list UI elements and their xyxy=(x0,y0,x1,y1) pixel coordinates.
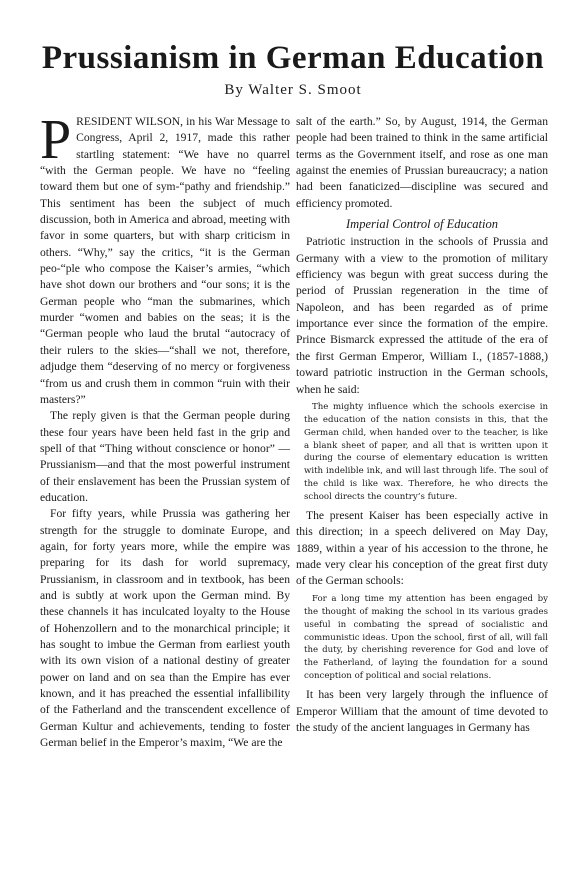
kaiser-quote xyxy=(296,593,548,683)
paragraph-1-text: RESIDENT WILSON, in his War Message to Congress, April 2, 1917, made this rather startling statement: “We have no quarrel “with the German people. We have no “feeling toward them but one of sym-“pathy and friendship.” This sentiment has been the subject of much discussion, both in America and abroad, meeting with favor in some quarters, but with sharp criticism in others. “Why,” say the critics, “it is the German peo-“ple who compose the Kaiser’s armies, “which have shot down our brothers and “our sons; it is the German people who “man the submarines, which murder “women and babies on the seas; it is the “German people who laud the brutal “autocracy of their rulers to the skies—“shall we not, therefore, adjudge them “deserving of no mercy or forgiveness “from us and crush them in common “ruin with their masters?” xyxy=(40,115,290,406)
paragraph-1 xyxy=(40,109,290,408)
left-column xyxy=(40,109,290,751)
article-byline: By Walter S. Smoot xyxy=(224,82,362,98)
paragraph-5: Patriotic instruction in the schools of Prussia and Germany with a view to the promotion of military efficiency was begun with great success during the period of Prussian regeneration in the time of Napoleon, and has been regarded as of prime importance ever since the formation of the empire. Prince Bismarck expressed the attitude of the era of the first German Emperor, William I., (1857-1888,) toward patriotic instruction in the German schools, when he said: xyxy=(296,235,548,396)
paragraph-6: The present Kaiser has been especially active in this direction; in a speech delivered on May Day, 1889, within a year of his accession to the throne, he made very clear his conception of the great first duty of the German schools: xyxy=(296,509,548,588)
paragraph-7: It has been very largely through the influence of Emperor William that the amount of time devoted to the study of the ancient languages in Germany has xyxy=(296,688,548,734)
paragraph-4: salt of the earth.” So, by August, 1914, the German people had been trained to think in the same artificial terms as the Government itself, and rose as one man against the enemies of Prussian bureaucracy; a nation had been fanaticized—discipline was secured and efficiency promoted. xyxy=(296,115,548,210)
drop-cap: P xyxy=(40,109,72,171)
kaiser-quote-text: For a long time my attention has been engaged by the thought of making the school in its various grades useful in combating the spread of socialistic and communistic ideas. Upon the school, first of all, will fall the duty, by cherishing reverence for God and love of the Fatherland, of laying the foundation for a sound conception of political and social relations. xyxy=(304,593,548,682)
paragraph-2: The reply given is that the German people during these four years have been held fast in the grip and spell of that “Thing without conscience or honor” —Prussianism—and that the most powerful instrument of their enslavement has been the Prussian system of education. xyxy=(40,409,290,504)
article-title: Prussianism in German Education xyxy=(41,40,545,76)
paragraph-3: For fifty years, while Prussia was gathering her strength for the struggle to dominate Europe, and again, for forty years more, while the empire was preparing for its dash for world supremacy, Prussianism, in classroom and in textbook, has been and is subtly at work upon the German mind. By these channels it has inculcated loyalty to the House of Hohenzollern and to the monarchical principle; it has sought to imbue the German from earliest youth with its own vision of a national destiny of greater power on land and on sea than the Empire has ever known, and it has preached the essential infallibility of the Fatherland and the transcendent excellence of German Kultur and achievements, tending to foster German belief in the Emperor’s maxim, “We are the xyxy=(40,507,290,750)
bismarck-quote xyxy=(296,401,548,504)
right-column xyxy=(296,114,548,736)
bismarck-quote-text: The mighty influence which the schools exercise in the education of the nation consists in this, that the German child, when handed over to the teacher, is like a blank sheet of paper, and all that is written upon it during the course of elementary education is written with indelible ink, and will last through life. The soul of the child is like wax. Therefore, he who directs the school directs the country’s future. xyxy=(304,401,548,503)
section-heading: Imperial Control of Education xyxy=(346,217,498,232)
